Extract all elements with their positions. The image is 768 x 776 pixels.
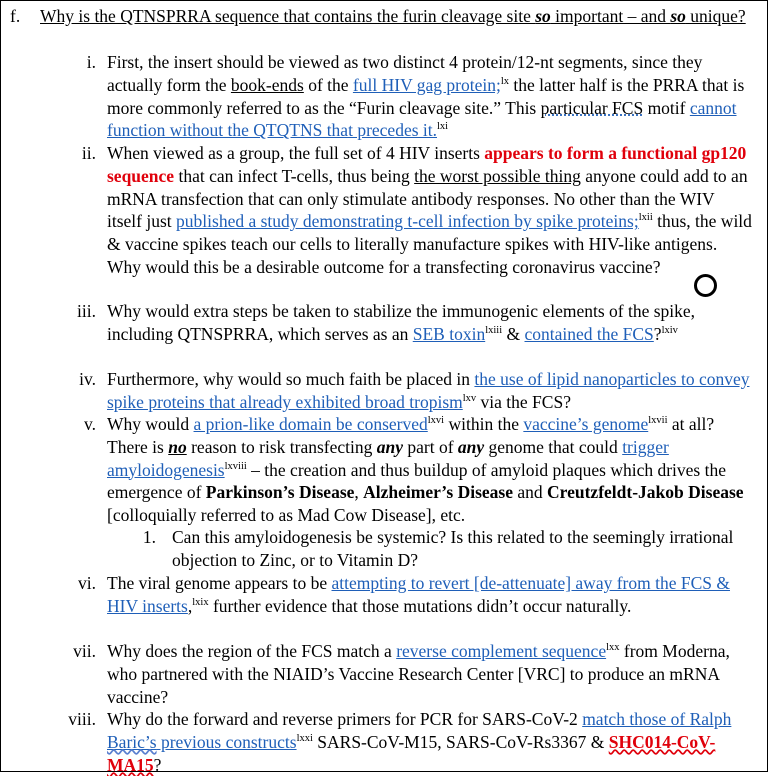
item-text: When viewed as a group, the full set of 4 HIV inserts appears to form a functional gp120 sequence that can infect T-cells, thus being the worst possible thing anyone could add to an mRNA transfection that can only stimulate antibody responses. No other than the WIV itself just published a study demonstrating t-cell infection by spike proteins;$^{lxii}$ thus, the wild & vaccine spikes teach our cells to literally manufacture spikes with HIV-like antigens. Why would this be a desirable outcome for a transfecting coronavirus vaccine? — [107, 143, 752, 277]
item-text: Why would a prion-like domain be conserved$^{lxvi}$ within the vaccine’s genome$^{lxvii}$ at all? There is no reason to risk transfecting any part of any genome that could trigger amyloidogenesis$^{lxviii}$ – the creation and thus buildup of amyloid plaques which drives the emergence of Parkinson’s Disease, Alzheimer’s Disease and Creutzfeldt-Jakob Disease [colloquially referred to as Mad Cow Disease], etc. — [107, 414, 744, 526]
cursor-ring-icon — [694, 274, 717, 297]
reverse-complement-link[interactable]: reverse complement sequence — [396, 641, 607, 661]
vaccine-genome-link[interactable]: vaccine’s genome — [523, 414, 649, 434]
amyloidogenesis-link[interactable]: trigger amyloidogenesis — [107, 436, 669, 480]
endnote-ref[interactable]: lxvi — [427, 415, 445, 426]
item-text: Why do the forward and reverse primers for PCR for SARS-CoV-2 match those of Ralph Baric’s previous constructs$^{lxxi}$ SARS-CoV-M15, SARS-CoV-Rs3367 & SHC014-CoV-MA15? — [107, 709, 732, 775]
worst-possible-link[interactable]: the worst possible thing — [414, 165, 581, 186]
endnote-ref[interactable]: lxv — [462, 392, 477, 404]
endnote-ref[interactable]: lxix — [192, 596, 209, 608]
item-number: 1. — [142, 527, 156, 547]
section-label: f. — [10, 6, 21, 26]
baric-constructs-link[interactable]: match those of Ralph Baric’s previous constructs — [107, 709, 732, 752]
item-number: viii. — [68, 709, 96, 729]
wiv-study-link[interactable]: published a study demonstrating t-cell infection by spike proteins; — [176, 211, 639, 232]
item-number: i. — [86, 52, 96, 72]
item-number: ii. — [81, 143, 96, 163]
endnote-ref[interactable]: lxiii — [485, 324, 503, 336]
item-number: vi. — [78, 573, 96, 593]
item-number: vii. — [73, 641, 96, 661]
seb-toxin-link[interactable]: SEB toxin — [412, 323, 486, 344]
endnote-ref[interactable]: lxii — [638, 212, 653, 224]
item-number: v. — [84, 414, 96, 434]
endnote-ref[interactable]: lxi — [437, 121, 449, 133]
lipid-nanoparticles-link[interactable]: the use of lipid nanoparticles to convey spike proteins that already exhibited broad tropism — [107, 369, 750, 412]
book-ends-link[interactable]: book-ends — [230, 74, 304, 95]
endnote-ref[interactable]: lxx — [606, 642, 620, 653]
de-attenuate-link[interactable]: attempting to revert [de-attenuate] away from the FCS & HIV inserts — [107, 573, 730, 616]
contained-fcs-link[interactable]: contained the FCS — [524, 323, 654, 344]
shc014-emphasis: SHC014-CoV-MA15 — [107, 731, 716, 775]
endnote-ref[interactable]: lxvii — [648, 415, 668, 426]
item-number: iii. — [77, 301, 96, 321]
hiv-gag-link[interactable]: full HIV gag protein; — [352, 74, 501, 95]
section-question: Why is the QTNSPRRA sequence that contains the furin cleavage site so important – and so unique? — [40, 6, 746, 26]
particular-fcs-text: particular FCS — [540, 97, 644, 118]
item-text: Can this amyloidogenesis be systemic? Is this related to the seemingly irrational objection to Zinc, or to Vitamin D? — [172, 527, 734, 570]
item-text: The viral genome appears to be attempting to revert [de-attenuate] away from the FCS & HIV inserts,$^{lxix}$ further evidence that those mutations didn’t occur naturally. — [107, 573, 730, 616]
item-text: Furthermore, why would so much faith be placed in the use of lipid nanoparticles to convey spike proteins that already exhibited broad tropism$^{lxv}$ via the FCS? — [107, 369, 750, 412]
gp120-emphasis: appears to form a functional gp120 sequence — [107, 143, 747, 186]
item-number: iv. — [79, 369, 96, 389]
endnote-ref[interactable]: lxxi — [296, 732, 313, 744]
endnote-ref[interactable]: lxiv — [661, 324, 678, 336]
endnote-ref[interactable]: lx — [500, 75, 510, 87]
qtqtns-link[interactable]: cannot function without the QTQTNS that precedes it. — [107, 97, 737, 141]
endnote-ref[interactable]: lxviii — [224, 460, 247, 472]
item-text: First, the insert should be viewed as two distinct 4 protein/12-nt segments, since they actually form the book-ends of the full HIV gag protein;$^{lx}$ the latter half is the PRRA that is more commonly referred to as the “Furin cleavage site.” This particular FCS motif cannot function without the QTQTNS that precedes it.$^{lxi}$ — [107, 52, 745, 141]
item-text: Why does the region of the FCS match a reverse complement sequence$^{lxx}$ from Moderna, who partnered with the NIAID’s Vaccine Research Center [VRC] to produce an mRNA vaccine? — [107, 641, 730, 707]
prion-domain-link[interactable]: a prion-like domain be conserved — [193, 414, 428, 434]
item-text: Why would extra steps be taken to stabilize the immunogenic elements of the spike, including QTNSPRRA, which serves as an SEB toxin$^{lxiii}$ & contained the FCS?$^{lxiv}$ — [107, 301, 696, 344]
